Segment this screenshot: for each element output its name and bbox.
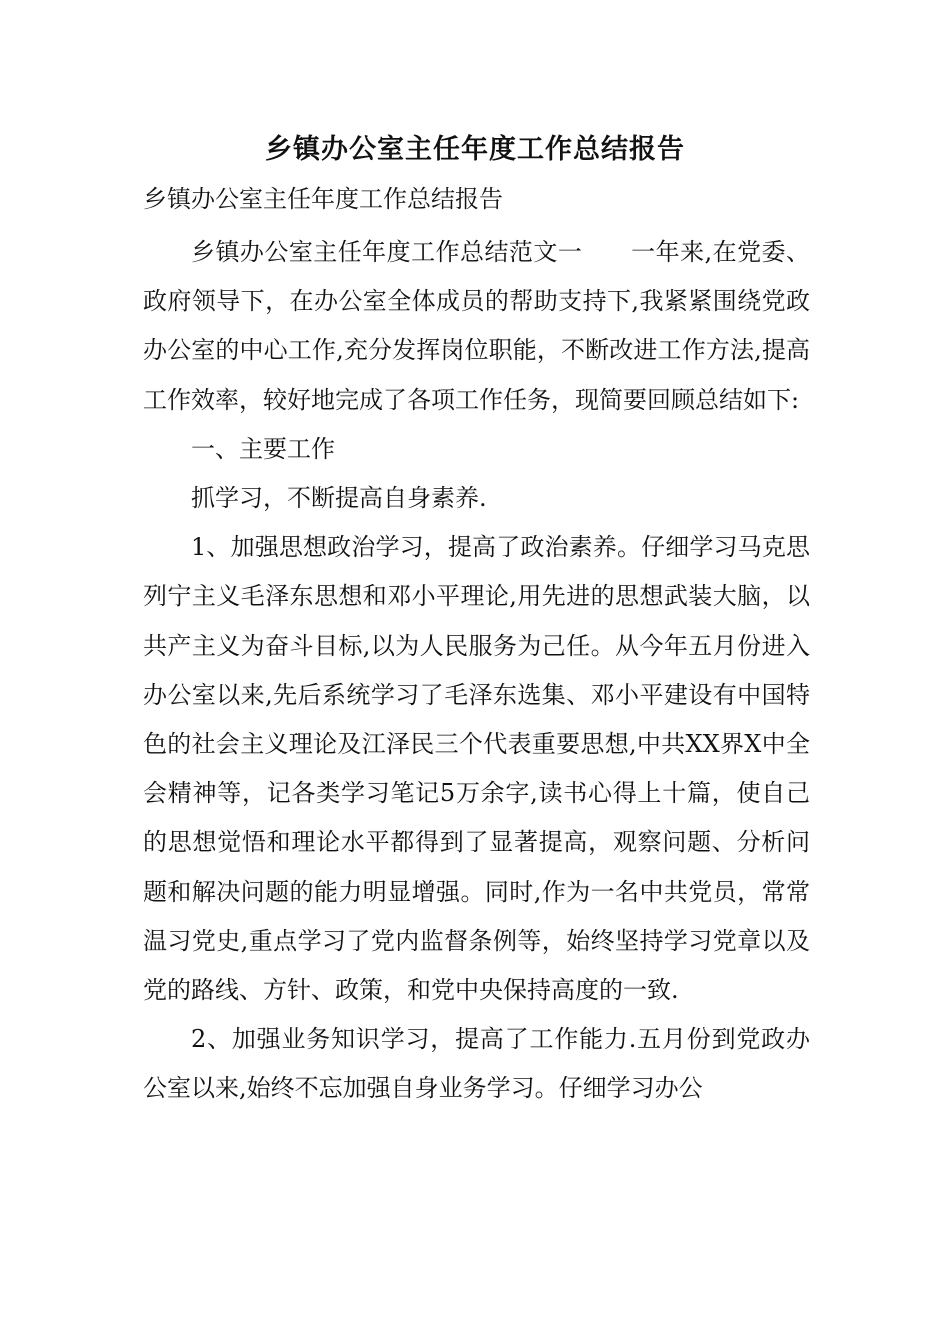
paragraph-study-heading: 抓学习，不断提高自身素养.: [191, 484, 487, 513]
section-heading-main-work: 一、主要工作: [191, 434, 335, 463]
paragraph-business-study: 2、加强业务知识学习，提高了工作能力.五月份到党政办公室以来,始终不忘加强自身业务学习。仔细学习办公: [143, 1025, 810, 1103]
paragraph-political-study: 1、加强思想政治学习，提高了政治素养。仔细学习马克思列宁主义毛泽东思想和邓小平理论,用先进的思想武装大脑，以共产主义为奋斗目标,以为人民服务为己任。从今年五月份进入办公室以来,先后系统学习了毛泽东选集、邓小平建设有中国特色的社会主义理论及江泽民三个代表重要思想,中共XX界X中全会精神等，记各类学习笔记5万余字,读书心得上十篇，使自己的思想觉悟和理论水平都得到了显著提高，观察问题、分析问题和解决问题的能力明显增强。同时,作为一名中共党员，常常温习党史,重点学习了党内监督条例等，始终坚持学习党章以及党的路线、方针、政策，和党中央保持高度的一致.: [143, 533, 810, 1005]
document-title: 乡镇办公室主任年度工作总结报告: [265, 134, 685, 165]
document-body: [143, 228, 810, 1114]
document-subtitle: 乡镇办公室主任年度工作总结报告: [143, 185, 503, 213]
paragraph-intro: 乡镇办公室主任年度工作总结范文一 一年来,在党委、政府领导下，在办公室全体成员的帮助支持下,我紧紧围绕党政办公室的中心工作,充分发挥岗位职能，不断改进工作方法,提高工作效率，较好地完成了各项工作任务，现简要回顾总结如下:: [143, 238, 810, 414]
